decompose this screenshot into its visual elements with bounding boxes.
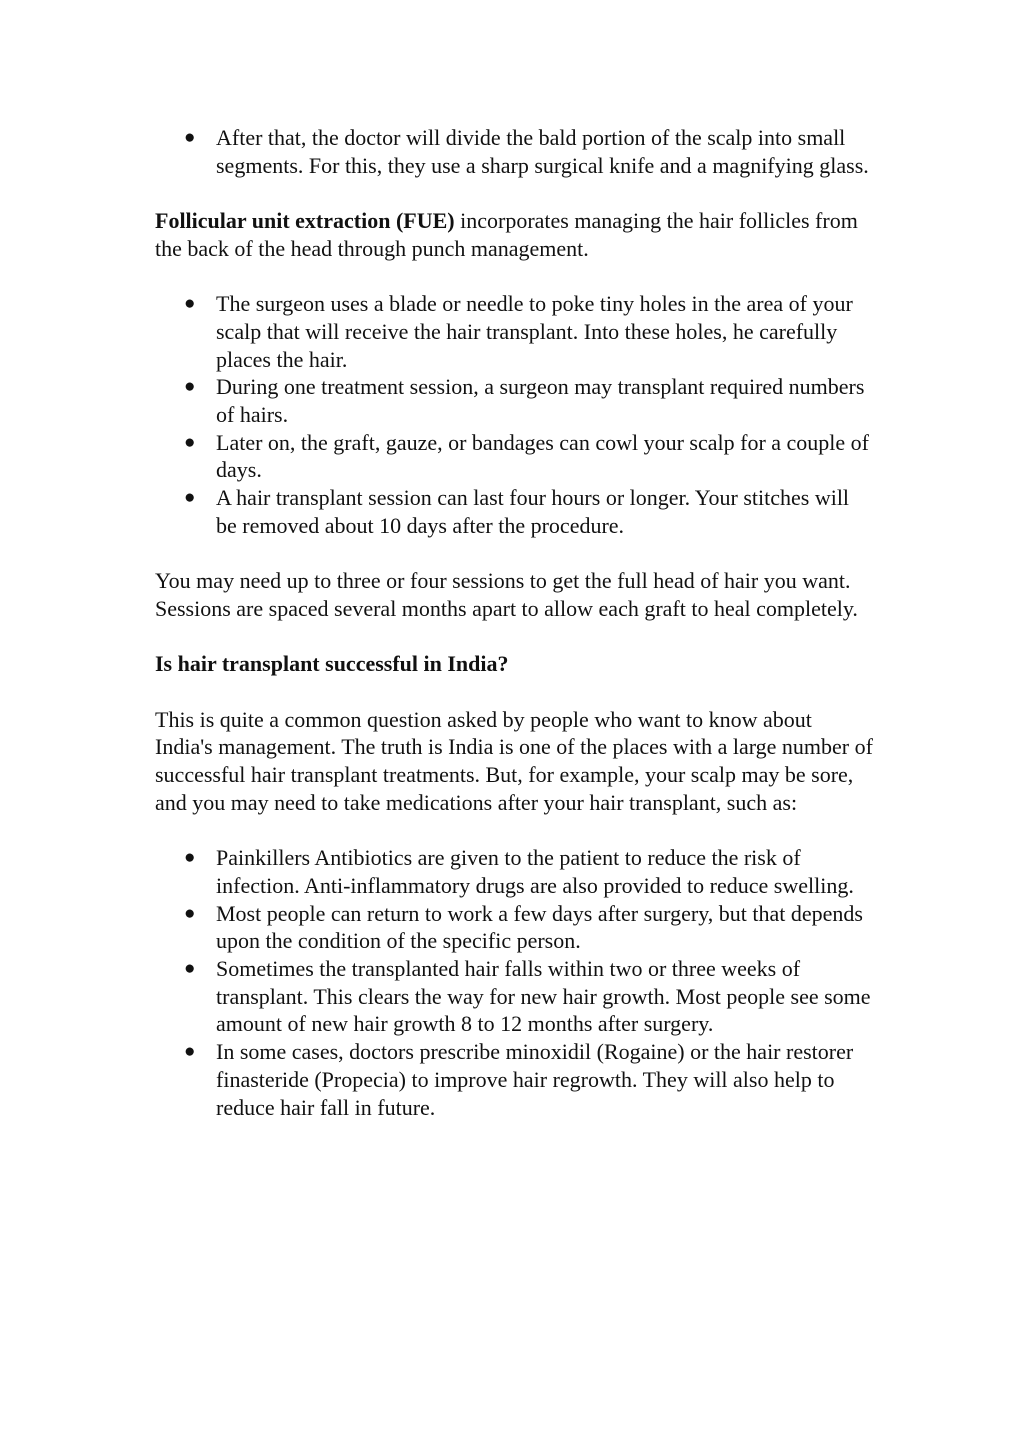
- list-item-text: In some cases, doctors prescribe minoxidil (Rogaine) or the hair restorer finasteride (Propecia) to improve hair regrowth. They will also help to reduce hair fall in future.: [216, 1039, 854, 1120]
- bullet-icon: ●: [184, 1041, 196, 1063]
- list-item-text: During one treatment session, a surgeon may transplant required numbers of hairs.: [216, 374, 865, 427]
- list-item: [155, 1038, 875, 1121]
- list-item: [155, 373, 875, 428]
- list-item: [155, 955, 875, 1038]
- bullet-list-aftercare: [155, 844, 875, 1121]
- list-item: [155, 484, 875, 539]
- bullet-icon: ●: [184, 902, 196, 924]
- list-item: [155, 124, 875, 179]
- india-paragraph: This is quite a common question asked by people who want to know about India's management. The truth is India is one of the places with a large number of successful hair transplant treatments. But, for example, your scalp may be sore, and you may need to take medications after your hair transplant, such as:: [155, 706, 873, 815]
- list-item-text: Later on, the graft, gauze, or bandages can cowl your scalp for a couple of days.: [216, 429, 869, 483]
- bullet-icon: ●: [184, 487, 196, 509]
- bullet-icon: ●: [184, 127, 196, 148]
- bullet-icon: ●: [184, 847, 196, 869]
- list-item-text: Painkillers Antibiotics are given to the patient to reduce the risk of infection. Anti-inflammatory drugs are also provided to reduce swelling.: [216, 845, 854, 898]
- bullet-list-procedure: [155, 124, 875, 179]
- fue-paragraph: [155, 207, 875, 262]
- list-item: [155, 844, 875, 899]
- document-page: [155, 124, 875, 1149]
- list-item: [155, 290, 875, 373]
- bullet-list-fue: [155, 290, 875, 539]
- bullet-icon: ●: [184, 376, 196, 398]
- list-item-text: Most people can return to work a few days after surgery, but that depends upon the condition of the specific person.: [216, 900, 863, 954]
- list-item: [155, 429, 875, 484]
- fue-description: incorporates managing the hair follicles from the back of the head through punch management.: [155, 208, 858, 261]
- list-item-text: The surgeon uses a blade or needle to poke tiny holes in the area of your scalp that will receive the hair transplant. Into these holes, he carefully places the hair.: [216, 291, 853, 372]
- fue-term: Follicular unit extraction (FUE): [155, 208, 455, 234]
- list-item-text: A hair transplant session can last four hours or longer. Your stitches will be removed about 10 days after the procedure.: [216, 485, 850, 538]
- bullet-icon: ●: [184, 431, 196, 453]
- bullet-icon: ●: [184, 293, 196, 315]
- list-item-text: After that, the doctor will divide the bald portion of the scalp into small segments. For this, they use a sharp surgical knife and a magnifying glass.: [216, 125, 869, 178]
- list-item-text: Sometimes the transplanted hair falls within two or three weeks of transplant. This clears the way for new hair growth. Most people see some amount of new hair growth 8 to 12 months after surgery.: [216, 956, 871, 1037]
- list-item: [155, 900, 875, 955]
- sessions-paragraph: You may need up to three or four sessions to get the full head of hair you want. Sessions are spaced several months apart to allow each graft to heal completely.: [155, 568, 858, 621]
- bullet-icon: ●: [184, 958, 196, 979]
- section-heading: Is hair transplant successful in India?: [155, 651, 509, 677]
